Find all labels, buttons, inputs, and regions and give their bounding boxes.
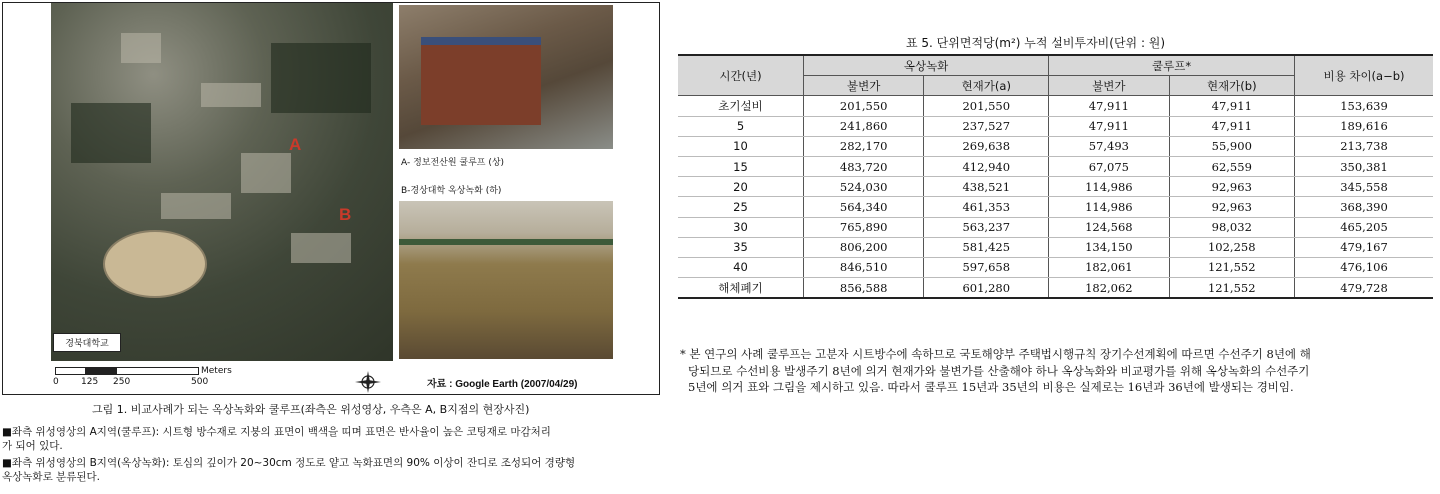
header-time: 시간(년) [678, 55, 804, 96]
footnote-line: 5년에 의거 표와 그림을 제시하고 있음. 따라서 쿨루프 15년과 35년의 비용은 실제로는 16년과 36년에 발생되는 경비임. [688, 380, 1294, 394]
table-cell: 62,559 [1169, 156, 1294, 176]
table-cell: 124,568 [1049, 217, 1169, 237]
table-cell: 856,588 [804, 278, 924, 299]
satellite-image [51, 3, 393, 361]
row-label: 10 [678, 136, 804, 156]
footnote-line: * 본 연구의 사례 쿨루프는 고분자 시트방수에 속하므로 국토해양부 주택법시행규칙 장기수선계획에 따르면 수선주기 8년에 해 [680, 347, 1311, 361]
scale-bar [51, 363, 271, 391]
table-cell: 269,638 [924, 136, 1049, 156]
table-cell: 483,720 [804, 156, 924, 176]
campus-label: 경북대학교 [53, 333, 121, 352]
header-cost-diff: 비용 차이(a−b) [1295, 55, 1434, 96]
table-cell: 201,550 [804, 96, 924, 116]
marker-a: A [289, 135, 302, 154]
table-cell: 182,062 [1049, 278, 1169, 299]
table-cell: 345,558 [1295, 177, 1434, 197]
table-cell: 846,510 [804, 257, 924, 277]
table-cell: 412,940 [924, 156, 1049, 176]
table-row [678, 197, 1433, 217]
subheader: 불변가 [1049, 76, 1169, 96]
sports-field [103, 230, 207, 298]
table-cell: 564,340 [804, 197, 924, 217]
table-row [678, 257, 1433, 277]
row-label: 15 [678, 156, 804, 176]
scale-tick: 125 [81, 377, 99, 387]
table-cell: 350,381 [1295, 156, 1434, 176]
row-label: 30 [678, 217, 804, 237]
table-cell: 476,106 [1295, 257, 1434, 277]
table-cell: 47,911 [1169, 116, 1294, 136]
table-cell: 581,425 [924, 237, 1049, 257]
scale-unit: Meters [201, 366, 232, 376]
table-cell: 153,639 [1295, 96, 1434, 116]
figure-caption: 그림 1. 비교사례가 되는 옥상녹화와 쿨루프(좌측은 위성영상, 우측은 A, B지점의 현장사진) [92, 403, 530, 416]
figure-panel [2, 2, 660, 395]
table-cell: 597,658 [924, 257, 1049, 277]
cost-table [678, 54, 1433, 299]
table-row [678, 237, 1433, 257]
row-label: 5 [678, 116, 804, 136]
table-cell: 55,900 [1169, 136, 1294, 156]
table-cell: 241,860 [804, 116, 924, 136]
table-cell: 765,890 [804, 217, 924, 237]
row-label: 해체폐기 [678, 278, 804, 299]
subheader: 현재가(a) [924, 76, 1049, 96]
note-line: 가 되어 있다. [2, 440, 63, 452]
table-cell: 479,728 [1295, 278, 1434, 299]
figure-source: 자료 : Google Earth (2007/04/29) [427, 379, 578, 390]
note-line: ■좌측 위성영상의 B지역(옥상녹화): 토심의 깊이가 20~30cm 정도로 얕고 녹화표면의 90% 이상이 잔디로 조성되어 경량형 [2, 457, 576, 469]
table-cell: 57,493 [1049, 136, 1169, 156]
table-cell: 114,986 [1049, 197, 1169, 217]
note-line: ■좌측 위성영상의 A지역(쿨루프): 시트형 방수재로 지붕의 표면이 백색을 띠며 표면은 반사율이 높은 코팅재로 마감처리 [2, 426, 551, 438]
table-cell: 237,527 [924, 116, 1049, 136]
scale-tick: 500 [191, 377, 209, 387]
footnote-line: 당되므로 수선비용 발생주기 8년에 의거 현재가와 불변가를 산출해야 하나 옥상녹화와 비교평가를 위해 옥상녹화의 수선주기 [688, 363, 1310, 378]
subheader: 불변가 [804, 76, 924, 96]
subheader: 현재가(b) [1169, 76, 1294, 96]
compass-icon [355, 371, 381, 393]
table-cell: 806,200 [804, 237, 924, 257]
scale-tick: 250 [113, 377, 131, 387]
photo-a-cool-roof [399, 5, 613, 149]
table-row [678, 177, 1433, 197]
table-row [678, 136, 1433, 156]
table-row [678, 116, 1433, 136]
header-cool-roof: 쿨루프* [1049, 55, 1295, 76]
scale-tick: 0 [53, 377, 59, 387]
row-label: 35 [678, 237, 804, 257]
table-cell: 479,167 [1295, 237, 1434, 257]
table-cell: 465,205 [1295, 217, 1434, 237]
table-cell: 121,552 [1169, 278, 1294, 299]
marker-b: B [339, 205, 352, 224]
table-row [678, 96, 1433, 116]
row-label: 초기설비 [678, 96, 804, 116]
row-label: 25 [678, 197, 804, 217]
table-cell: 213,738 [1295, 136, 1434, 156]
row-label: 40 [678, 257, 804, 277]
table-title: 표 5. 단위면적당(m²) 누적 설비투자비(단위 : 원) [906, 36, 1166, 50]
photo-b-caption: B-경상대학 옥상녹화 (하) [401, 186, 502, 196]
table-cell: 368,390 [1295, 197, 1434, 217]
table-cell: 47,911 [1169, 96, 1294, 116]
note-line: 옥상녹화로 분류된다. [2, 471, 100, 483]
table-cell: 282,170 [804, 136, 924, 156]
table-footnote [680, 346, 1435, 396]
table-cell: 182,061 [1049, 257, 1169, 277]
table-cell: 98,032 [1169, 217, 1294, 237]
photo-b-green-roof [399, 201, 613, 359]
table-cell: 134,150 [1049, 237, 1169, 257]
table-cell: 524,030 [804, 177, 924, 197]
table-cell: 189,616 [1295, 116, 1434, 136]
table-cell: 92,963 [1169, 177, 1294, 197]
table-cell: 47,911 [1049, 116, 1169, 136]
table-row [678, 156, 1433, 176]
table-cell: 438,521 [924, 177, 1049, 197]
table-cell: 121,552 [1169, 257, 1294, 277]
table-cell: 47,911 [1049, 96, 1169, 116]
table-cell: 563,237 [924, 217, 1049, 237]
table-cell: 201,550 [924, 96, 1049, 116]
table-cell: 102,258 [1169, 237, 1294, 257]
header-green-roof: 옥상녹화 [804, 55, 1049, 76]
table-row [678, 217, 1433, 237]
table-row [678, 278, 1433, 299]
table-cell: 114,986 [1049, 177, 1169, 197]
table-cell: 461,353 [924, 197, 1049, 217]
photo-a-caption: A- 정보전산원 쿨루프 (상) [401, 158, 505, 168]
table-cell: 92,963 [1169, 197, 1294, 217]
table-cell: 601,280 [924, 278, 1049, 299]
table-cell: 67,075 [1049, 156, 1169, 176]
row-label: 20 [678, 177, 804, 197]
